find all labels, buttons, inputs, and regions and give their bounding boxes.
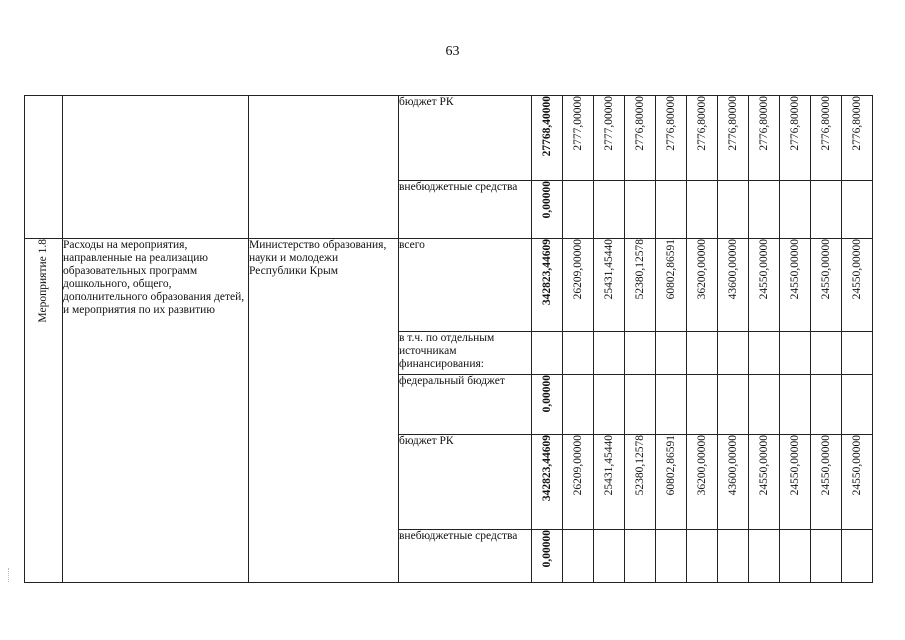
year-amount-text: 2776,80000 (726, 96, 739, 151)
year-amount (625, 530, 656, 583)
year-amount (687, 435, 718, 530)
year-amount (811, 96, 842, 181)
year-amount (656, 375, 687, 435)
year-amount (749, 96, 780, 181)
year-amount-text: 36200,00000 (695, 239, 708, 300)
year-amount (780, 181, 811, 239)
year-amount (749, 239, 780, 332)
year-amount-text: 43600,00000 (726, 435, 739, 496)
year-amount (811, 530, 842, 583)
total-amount (532, 332, 563, 375)
year-amount (594, 96, 625, 181)
total-amount-text: 342823,44609 (540, 239, 553, 306)
funding-source: внебюджетные средства (399, 181, 532, 239)
total-amount-text: 0,00000 (540, 181, 553, 219)
year-amount (718, 96, 749, 181)
year-amount (656, 530, 687, 583)
year-amount (749, 181, 780, 239)
year-amount-text: 60802,86591 (664, 239, 677, 300)
total-amount-text: 0,00000 (540, 530, 553, 568)
year-amount-text: 26209,00000 (571, 239, 584, 300)
year-amount (563, 375, 594, 435)
funding-source: федеральный бюджет (399, 375, 532, 435)
year-amount (563, 96, 594, 181)
year-amount (656, 332, 687, 375)
year-amount (842, 435, 873, 530)
page-number: 63 (445, 44, 460, 59)
year-amount (811, 435, 842, 530)
total-amount (532, 435, 563, 530)
year-amount (842, 332, 873, 375)
year-amount (687, 375, 718, 435)
year-amount (749, 530, 780, 583)
year-amount-text: 2777,00000 (602, 96, 615, 151)
year-amount (718, 530, 749, 583)
year-amount-text: 26209,00000 (571, 435, 584, 496)
year-amount (594, 435, 625, 530)
scan-margin-mark (8, 568, 19, 582)
year-amount (749, 375, 780, 435)
funding-source: в т.ч. по отдельным источникам финансирования: (399, 332, 532, 375)
year-amount-text: 2776,80000 (788, 96, 801, 151)
year-amount (842, 375, 873, 435)
year-amount-text: 24550,00000 (819, 239, 832, 300)
year-amount (718, 181, 749, 239)
year-amount-text: 36200,00000 (695, 435, 708, 496)
year-amount-text: 24550,00000 (850, 239, 863, 300)
year-amount-text: 25431,45440 (602, 239, 615, 300)
year-amount (625, 96, 656, 181)
year-amount-text: 52380,12578 (633, 239, 646, 300)
year-amount-text: 25431,45440 (602, 435, 615, 496)
year-amount (687, 181, 718, 239)
year-amount (780, 375, 811, 435)
year-amount (625, 375, 656, 435)
year-amount (563, 530, 594, 583)
year-amount (594, 530, 625, 583)
year-amount (625, 181, 656, 239)
year-amount (563, 332, 594, 375)
table-body (25, 96, 873, 583)
year-amount (718, 435, 749, 530)
year-amount (687, 96, 718, 181)
year-amount (594, 332, 625, 375)
measure-label-text: Мероприятие 1.8 (37, 239, 49, 323)
total-amount (532, 181, 563, 239)
year-amount-text: 24550,00000 (788, 435, 801, 496)
year-amount (718, 239, 749, 332)
year-amount-text: 2776,80000 (850, 96, 863, 151)
year-amount (842, 96, 873, 181)
year-amount (780, 435, 811, 530)
table-row (25, 96, 873, 181)
year-amount (563, 239, 594, 332)
total-amount (532, 530, 563, 583)
measure-executor: Министерство образования, науки и молодежи Республики Крым (249, 239, 399, 583)
year-amount (780, 96, 811, 181)
year-amount (749, 435, 780, 530)
funding-source: всего (399, 239, 532, 332)
year-amount-text: 24550,00000 (757, 239, 770, 300)
continued-description-cell (63, 96, 249, 239)
year-amount-text: 2777,00000 (571, 96, 584, 151)
year-amount (656, 435, 687, 530)
year-amount (656, 96, 687, 181)
year-amount-text: 2776,80000 (819, 96, 832, 151)
year-amount (625, 239, 656, 332)
continued-executor-cell (249, 96, 399, 239)
budget-table (24, 95, 873, 583)
funding-source: внебюджетные средства (399, 530, 532, 583)
total-amount (532, 375, 563, 435)
year-amount (594, 375, 625, 435)
year-amount (842, 181, 873, 239)
year-amount (718, 332, 749, 375)
total-amount-text: 342823,44609 (540, 435, 553, 502)
year-amount-text: 24550,00000 (850, 435, 863, 496)
year-amount (656, 181, 687, 239)
year-amount-text: 24550,00000 (757, 435, 770, 496)
year-amount-text: 52380,12578 (633, 435, 646, 496)
year-amount-text: 2776,80000 (633, 96, 646, 151)
year-amount (811, 181, 842, 239)
year-amount (687, 530, 718, 583)
year-amount (842, 530, 873, 583)
year-amount-text: 2776,80000 (757, 96, 770, 151)
year-amount-text: 24550,00000 (788, 239, 801, 300)
measure-label (25, 239, 63, 583)
year-amount (594, 239, 625, 332)
year-amount (811, 239, 842, 332)
year-amount (749, 332, 780, 375)
continued-label-cell (25, 96, 63, 239)
year-amount (687, 239, 718, 332)
year-amount (594, 181, 625, 239)
funding-source: бюджет РК (399, 435, 532, 530)
funding-source: бюджет РК (399, 96, 532, 181)
year-amount (811, 375, 842, 435)
year-amount-text: 60802,86591 (664, 435, 677, 496)
total-amount-text: 27768,40000 (540, 96, 553, 157)
year-amount (656, 239, 687, 332)
year-amount (780, 239, 811, 332)
year-amount-text: 43600,00000 (726, 239, 739, 300)
total-amount-text: 0,00000 (540, 375, 553, 413)
year-amount (563, 181, 594, 239)
year-amount (625, 435, 656, 530)
total-amount (532, 96, 563, 181)
year-amount-text: 2776,80000 (695, 96, 708, 151)
measure-description: Расходы на мероприятия, направленные на реализацию образовательных программ дошкольного, общего, дополнительного образования детей, и мероприятия по их развитию (63, 239, 249, 583)
year-amount (625, 332, 656, 375)
year-amount-text: 2776,80000 (664, 96, 677, 151)
year-amount (780, 332, 811, 375)
year-amount (842, 239, 873, 332)
table-row (25, 239, 873, 332)
year-amount (718, 375, 749, 435)
year-amount (687, 332, 718, 375)
year-amount (780, 530, 811, 583)
year-amount (563, 435, 594, 530)
year-amount (811, 332, 842, 375)
year-amount-text: 24550,00000 (819, 435, 832, 496)
total-amount (532, 239, 563, 332)
